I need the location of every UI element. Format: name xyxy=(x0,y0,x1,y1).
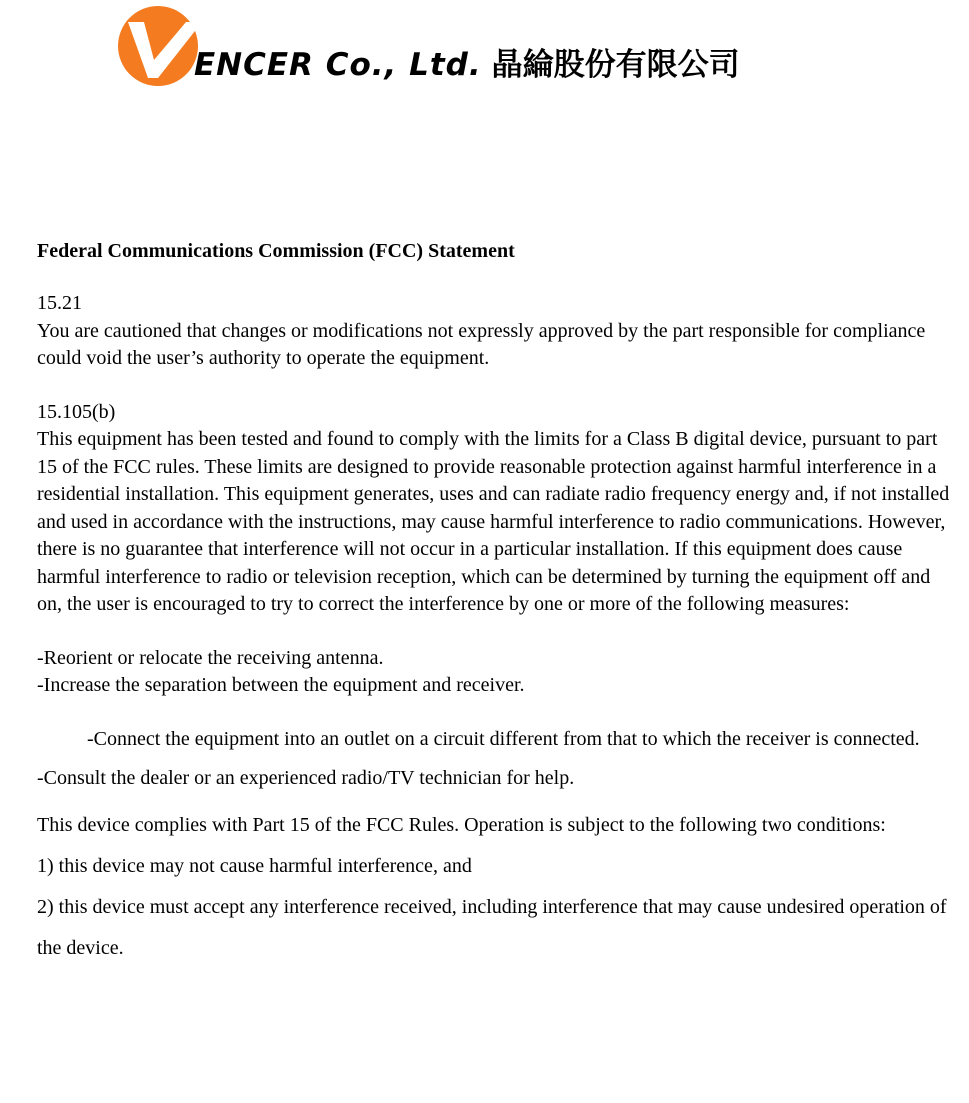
page-title: Federal Communications Commission (FCC) Statement xyxy=(37,240,515,262)
measure-item: -Connect the equipment into an outlet on a circuit different from that to which the receiver is connected. xyxy=(87,727,920,750)
section-text-15-21: You are cautioned that changes or modifications not expressly approved by the part responsible for compliance could void the user’s authority to operate the equipment. xyxy=(37,319,926,369)
company-name xyxy=(194,48,740,82)
company-name-cjk: 晶綸股份有限公司 xyxy=(491,47,740,83)
part15-condition: 2) this device must accept any interference received, including interference that may cause undesired operation of the device. xyxy=(37,895,947,959)
part15-intro: This device complies with Part 15 of the FCC Rules. Operation is subject to the following two conditions: xyxy=(37,813,886,836)
measure-item: -Consult the dealer or an experienced radio/TV technician for help. xyxy=(37,767,575,789)
logo-v-mark xyxy=(124,20,204,80)
measure-item: -Increase the separation between the equipment and receiver. xyxy=(37,674,525,696)
part15-condition: 1) this device may not cause harmful interference, and xyxy=(37,854,472,877)
section-text-15-105b: This equipment has been tested and found to comply with the limits for a Class B digital device, pursuant to part 15 of the FCC rules. These limits are designed to provide reasonable protection against harmful interference in a residential installation. This equipment generates, uses and can radiate radio frequency energy and, if not installed and used in accordance with the instructions, may cause harmful interference to radio communications. However, there is no guarantee that interference will not occur in a particular installation. If this equipment does cause harmful interference to radio or television reception, which can be determined by turning the equipment off and on, the user is encouraged to try to correct the interference by one or more of the following measures: xyxy=(37,428,950,615)
measure-item: -Reorient or relocate the receiving antenna. xyxy=(37,646,384,669)
fcc-statement xyxy=(37,238,957,969)
company-name-latin: ENCER Co., Ltd. xyxy=(194,47,482,83)
letterhead xyxy=(118,6,918,86)
section-heading-15-21: 15.21 xyxy=(37,292,82,314)
section-heading-15-105b: 15.105(b) xyxy=(37,400,116,423)
